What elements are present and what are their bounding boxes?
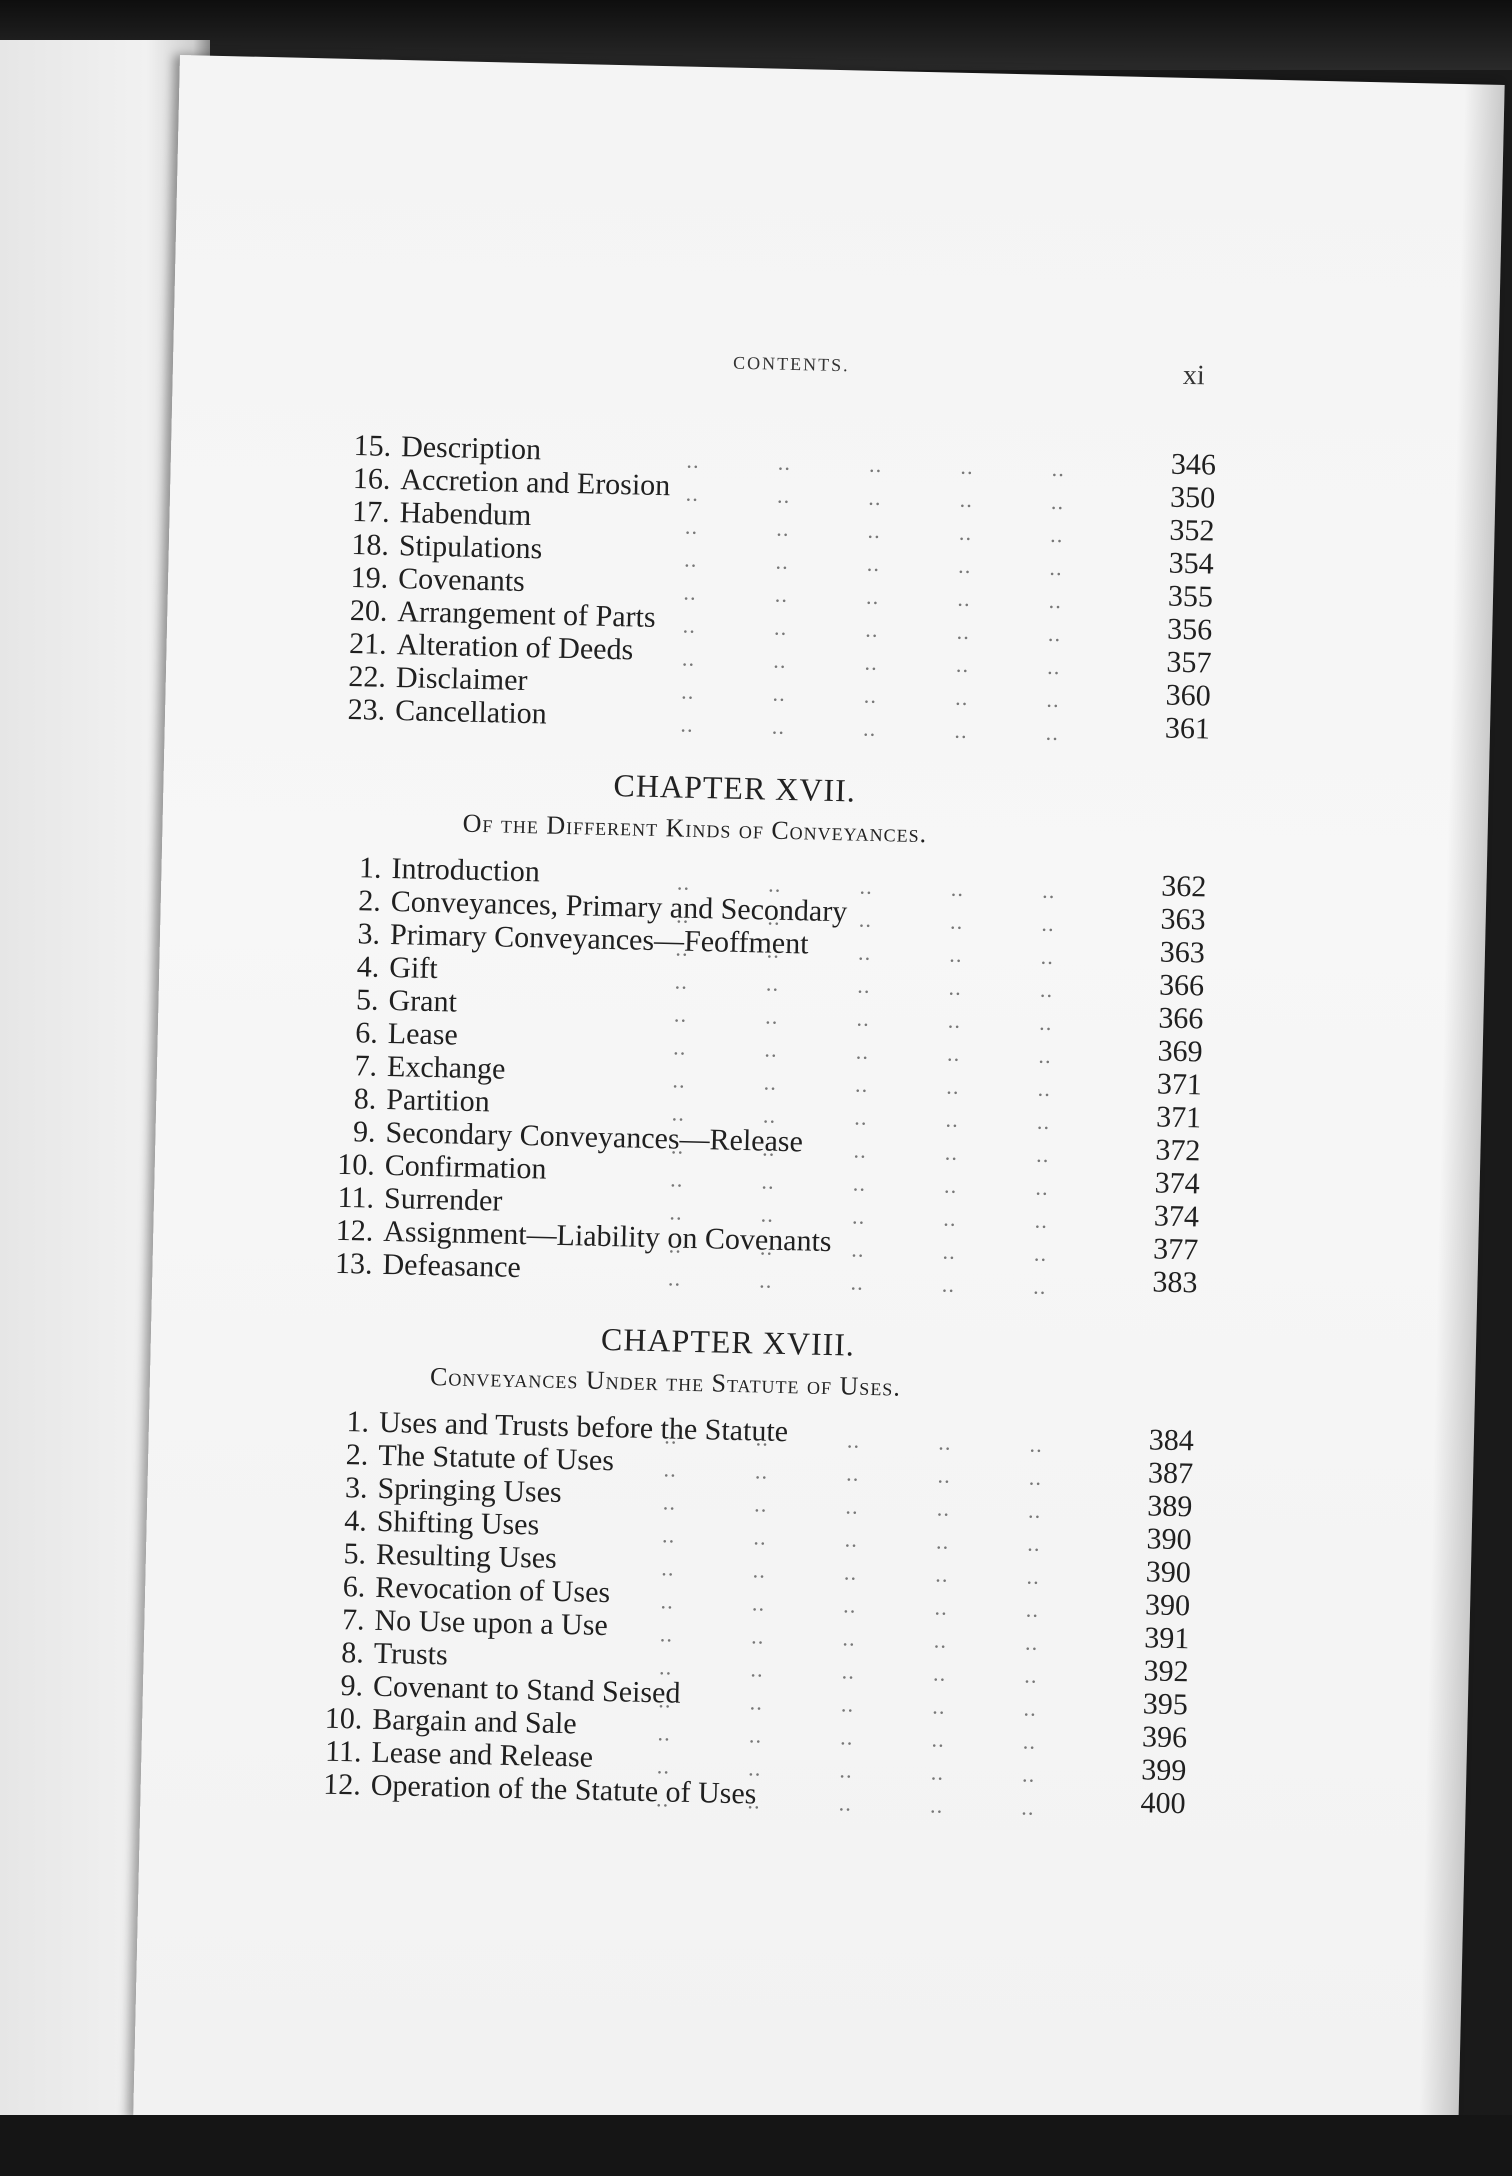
leader-dots: ‥‥‥‥‥ — [660, 1558, 1118, 1591]
entry-number: 5. — [343, 1537, 367, 1571]
entry-number: 10. — [324, 1701, 363, 1736]
entry-number: 11. — [324, 1734, 362, 1769]
leader-dots: ‥‥‥‥‥ — [668, 1202, 1126, 1235]
entry-number: 4. — [343, 1504, 368, 1538]
leader-dots: ‥‥‥‥‥ — [662, 1492, 1120, 1525]
entry-page-number: 384 — [1148, 1423, 1195, 1458]
leader-dots: ‥‥‥‥‥ — [680, 681, 1138, 714]
leader-dots: ‥‥‥‥‥ — [655, 1789, 1113, 1822]
chapter-heading: CHAPTER XVII. — [613, 767, 857, 809]
entry-title: Habendum — [399, 496, 532, 533]
entry-title: Gift — [388, 950, 439, 986]
entry-page-number: 392 — [1143, 1654, 1189, 1689]
entry-page-number: 355 — [1167, 579, 1214, 614]
leader-dots: ‥‥‥‥‥ — [684, 516, 1142, 549]
leader-dots: ‥‥‥‥‥ — [674, 938, 1132, 971]
leader-dots: ‥‥‥‥‥ — [656, 1723, 1114, 1756]
leader-dots: ‥‥‥‥‥ — [670, 1136, 1128, 1169]
entry-page-number: 356 — [1166, 612, 1213, 647]
entry-number: 17. — [351, 495, 391, 529]
entry-number: 8. — [353, 1082, 377, 1116]
leader-dots: ‥‥‥‥‥ — [659, 1624, 1117, 1657]
chapter-subtitle: Of the Different Kinds of Conveyances. — [462, 808, 928, 849]
entry-number: 22. — [348, 659, 387, 694]
entry-number: 21. — [348, 626, 388, 661]
entry-page-number: 390 — [1144, 1588, 1191, 1623]
entry-page-number: 383 — [1152, 1265, 1198, 1300]
leader-dots: ‥‥‥‥‥ — [673, 1004, 1131, 1037]
leader-dots: ‥‥‥‥‥ — [681, 615, 1139, 648]
entry-number: 8. — [340, 1636, 365, 1670]
entry-page-number: 366 — [1158, 1001, 1204, 1036]
leader-dots: ‥‥‥‥‥ — [683, 549, 1141, 582]
entry-number: 2. — [357, 884, 382, 918]
entry-number: 11. — [337, 1180, 375, 1215]
entry-title: Partition — [385, 1082, 491, 1119]
entry-number: 16. — [352, 462, 391, 496]
entry-title: Revocation of Uses — [374, 1570, 611, 1610]
entry-number: 7. — [341, 1603, 365, 1637]
entry-number: 3. — [344, 1471, 368, 1505]
entry-title: Shifting Uses — [376, 1504, 540, 1542]
entry-title: Disclaimer — [395, 661, 528, 698]
entry-number: 4. — [356, 950, 380, 984]
entry-page-number: 377 — [1152, 1232, 1199, 1267]
entry-page-number: 399 — [1140, 1753, 1187, 1788]
entry-title: Assignment—Liability on Covenants — [382, 1214, 832, 1259]
chapter-subtitle: Conveyances Under the Statute of Uses. — [429, 1362, 902, 1402]
entry-page-number: 369 — [1157, 1034, 1204, 1069]
entry-title: Secondary Conveyances—Release — [385, 1115, 804, 1159]
leader-dots: ‥‥‥‥‥ — [663, 1426, 1121, 1459]
entry-title: Resulting Uses — [375, 1537, 558, 1575]
entry-page-number: 371 — [1155, 1100, 1202, 1135]
entry-title: Trusts — [373, 1636, 449, 1672]
entry-page-number: 374 — [1154, 1166, 1201, 1201]
entry-page-number: 390 — [1146, 1522, 1192, 1557]
leader-dots: ‥‥‥‥‥ — [667, 1235, 1125, 1268]
entry-title: Exchange — [386, 1049, 506, 1086]
entry-number: 19. — [350, 561, 389, 595]
entry-title: Uses and Trusts before the Statute — [378, 1405, 789, 1449]
entry-page-number: 357 — [1166, 645, 1212, 680]
entry-page-number: 374 — [1153, 1199, 1200, 1234]
leader-dots: ‥‥‥‥‥ — [672, 1037, 1130, 1070]
entry-title: Lease and Release — [371, 1735, 594, 1774]
entry-title: Arrangement of Parts — [397, 595, 657, 634]
entry-page-number: 352 — [1169, 513, 1215, 548]
entry-page-number: 390 — [1145, 1555, 1192, 1590]
entry-title: Conveyances, Primary and Secondary — [390, 885, 848, 929]
entry-page-number: 363 — [1160, 902, 1207, 937]
entry-title: Alteration of Deeds — [396, 628, 634, 667]
leader-dots: ‥‥‥‥‥ — [656, 1756, 1114, 1789]
entry-number: 12. — [322, 1767, 362, 1802]
entry-title: Operation of the Statute of Uses — [370, 1768, 757, 1811]
book-page — [133, 55, 1505, 2150]
leader-dots: ‥‥‥‥‥ — [684, 483, 1142, 516]
entry-number: 20. — [349, 594, 388, 628]
entry-title: Springing Uses — [377, 1471, 563, 1510]
entry-number: 15. — [353, 429, 392, 463]
leader-dots: ‥‥‥‥‥ — [662, 1459, 1120, 1492]
entry-title: The Statute of Uses — [377, 1438, 615, 1478]
entry-number: 2. — [345, 1438, 369, 1472]
leader-dots: ‥‥‥‥‥ — [658, 1657, 1116, 1690]
page-number: xi — [1182, 359, 1206, 392]
entry-number: 13. — [334, 1246, 373, 1281]
leader-dots: ‥‥‥‥‥ — [661, 1525, 1119, 1558]
entry-number: 6. — [342, 1570, 366, 1604]
entry-title: Description — [400, 430, 542, 467]
entry-number: 1. — [346, 1405, 370, 1439]
scan-backdrop-bottom — [0, 2115, 1512, 2176]
entry-number: 23. — [347, 692, 386, 727]
entry-number: 1. — [358, 851, 382, 885]
leader-dots: ‥‥‥‥‥ — [670, 1103, 1128, 1136]
entry-number: 5. — [355, 983, 379, 1017]
entry-page-number: 366 — [1158, 968, 1205, 1003]
leader-dots: ‥‥‥‥‥ — [669, 1169, 1127, 1202]
entry-title: Covenants — [397, 562, 526, 598]
entry-page-number: 395 — [1142, 1687, 1189, 1722]
leader-dots: ‥‥‥‥‥ — [659, 1591, 1117, 1624]
running-title: CONTENTS. — [732, 352, 850, 376]
entry-page-number: 360 — [1165, 678, 1212, 713]
leader-dots: ‥‥‥‥‥ — [685, 450, 1143, 483]
leader-dots: ‥‥‥‥‥ — [657, 1690, 1115, 1723]
entry-title: Defeasance — [382, 1247, 522, 1285]
entry-page-number: 389 — [1146, 1489, 1193, 1524]
entry-title: Introduction — [391, 852, 541, 889]
leader-dots: ‥‥‥‥‥ — [682, 582, 1140, 615]
entry-title: Lease — [387, 1016, 459, 1052]
entry-page-number: 387 — [1147, 1456, 1194, 1491]
entry-title: No Use upon a Use — [374, 1603, 609, 1643]
leader-dots: ‥‥‥‥‥ — [681, 648, 1139, 681]
entry-page-number: 363 — [1159, 935, 1206, 970]
entry-title: Primary Conveyances—Feoffment — [389, 917, 809, 961]
entry-page-number: 354 — [1168, 546, 1215, 581]
entry-title: Stipulations — [398, 529, 543, 566]
entry-number: 9. — [352, 1115, 376, 1149]
entry-title: Cancellation — [394, 694, 548, 731]
leader-dots: ‥‥‥‥‥ — [679, 714, 1137, 747]
entry-page-number: 372 — [1155, 1133, 1201, 1168]
leader-dots: ‥‥‥‥‥ — [676, 872, 1134, 905]
entry-number: 6. — [354, 1016, 379, 1050]
entry-title: Accretion and Erosion — [400, 463, 671, 503]
entry-title: Bargain and Sale — [371, 1702, 578, 1741]
entry-page-number: 396 — [1141, 1720, 1188, 1755]
leader-dots: ‥‥‥‥‥ — [675, 905, 1133, 938]
entry-page-number: 346 — [1170, 447, 1217, 482]
entry-number: 12. — [335, 1213, 374, 1248]
entry-number: 7. — [354, 1049, 378, 1083]
entry-page-number: 362 — [1161, 869, 1207, 904]
entry-title: Grant — [388, 983, 458, 1019]
entry-page-number: 391 — [1143, 1621, 1190, 1656]
entry-title: Covenant to Stand Seised — [372, 1669, 681, 1710]
leader-dots: ‥‥‥‥‥ — [667, 1268, 1125, 1301]
entry-page-number: 371 — [1156, 1067, 1203, 1102]
entry-number: 18. — [351, 528, 390, 562]
entry-page-number: 400 — [1140, 1786, 1186, 1821]
entry-title: Confirmation — [384, 1148, 547, 1186]
entry-number: 9. — [340, 1669, 364, 1703]
leader-dots: ‥‥‥‥‥ — [673, 971, 1131, 1004]
entry-title: Surrender — [383, 1181, 503, 1218]
entry-page-number: 350 — [1169, 480, 1216, 515]
leader-dots: ‥‥‥‥‥ — [671, 1070, 1129, 1103]
chapter-heading: CHAPTER XVIII. — [600, 1320, 856, 1363]
entry-number: 3. — [357, 917, 381, 951]
entry-number: 10. — [336, 1147, 376, 1182]
entry-page-number: 361 — [1164, 711, 1211, 746]
